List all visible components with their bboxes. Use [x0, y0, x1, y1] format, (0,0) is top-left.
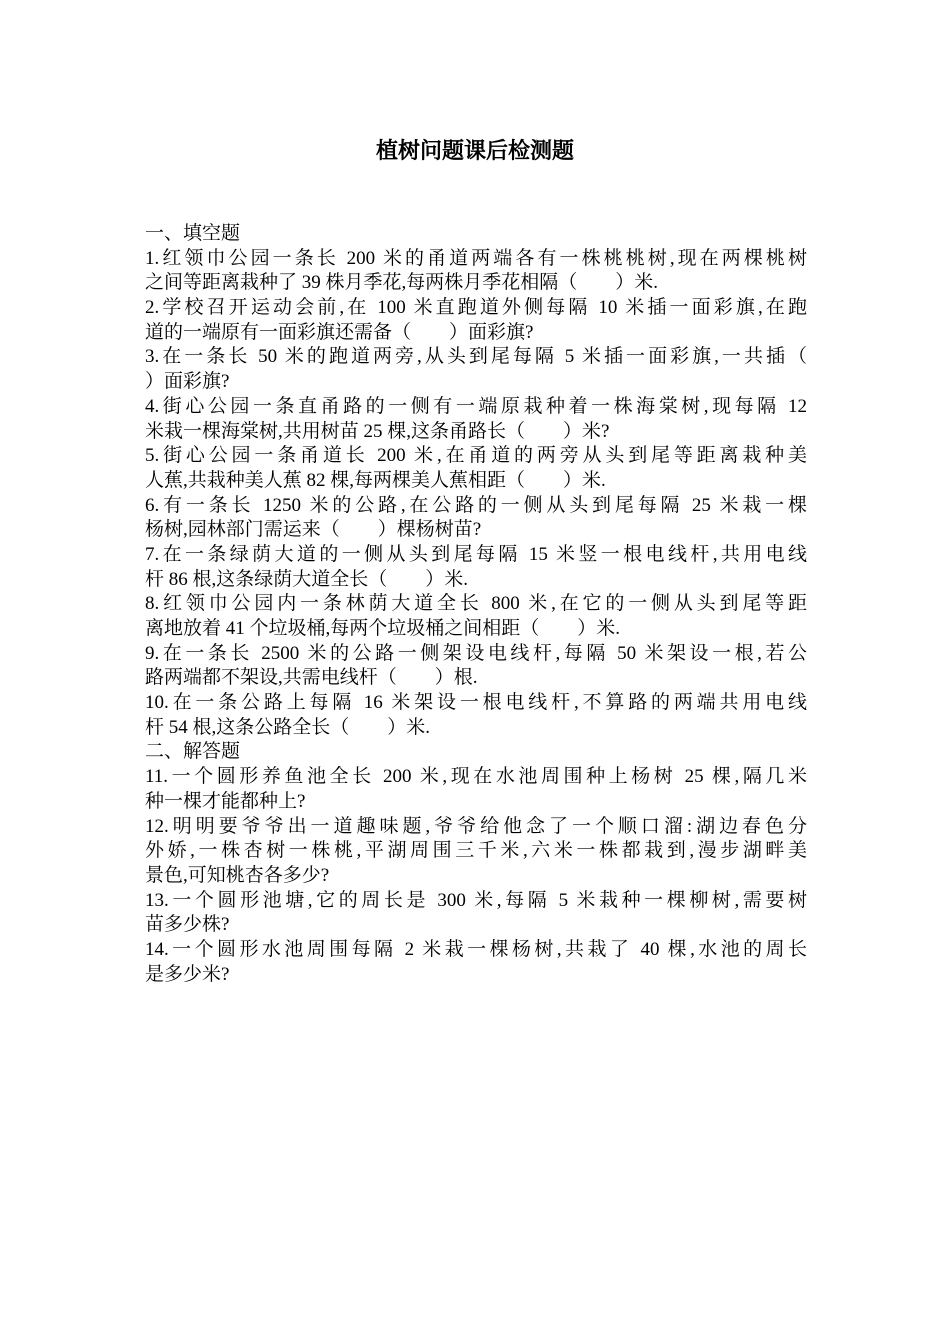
text-line: 5.街心公园一条甬道长 200 米,在甬道的两旁从头到尾等距离栽种美: [145, 445, 807, 467]
text-line: 12.明明要爷爷出一道趣味题,爷爷给他念了一个顺口溜:湖边春色分: [145, 815, 807, 837]
text-line: 米栽一棵海棠树,共用树苗 25 棵,这条甬路长（ ）米?: [145, 420, 610, 442]
text-line: 13.一个圆形池塘,它的周长是 300 米,每隔 5 米栽种一棵柳树,需要树: [145, 889, 807, 911]
text-line: 1.红领巾公园一条长 200 米的甬道两端各有一株桃桃树,现在两棵桃树: [145, 247, 807, 269]
text-line: 3.在一条长 50 米的跑道两旁,从头到尾每隔 5 米插一面彩旗,一共插（: [145, 346, 807, 368]
text-line: 11.一个圆形养鱼池全长 200 米,现在水池周围种上杨树 25 棵,隔几米: [145, 766, 807, 788]
text-line: 外娇,一株杏树一株桃,平湖周围三千米,六米一株都栽到,漫步湖畔美: [145, 840, 807, 862]
text-line: 苗多少株?: [145, 914, 230, 936]
text-line: 2.学校召开运动会前,在 100 米直跑道外侧每隔 10 米插一面彩旗,在跑: [145, 297, 807, 319]
text-line: 4.街心公园一条直甬路的一侧有一端原栽种着一株海棠树,现每隔 12: [145, 395, 807, 417]
text-line: 7.在一条绿荫大道的一侧从头到尾每隔 15 米竖一根电线杆,共用电线: [145, 543, 807, 565]
text-line: ）面彩旗?: [145, 371, 230, 393]
text-line: 杆 54 根,这条公路全长（ ）米.: [145, 716, 431, 738]
text-line: 种一棵才能都种上?: [145, 790, 306, 812]
text-line: 景色,可知桃杏各多少?: [145, 864, 330, 886]
text-line: 一、填空题: [145, 223, 241, 244]
text-line: 是多少米?: [145, 963, 230, 985]
text-line: 离地放着 41 个垃圾桶,每两个垃圾桶之间相距（ ）米.: [145, 618, 621, 639]
text-line: 8.红领巾公园内一条林荫大道全长 800 米,在它的一侧从头到尾等距: [145, 593, 807, 615]
text-line: 杨树,园林部门需运来（ ）棵杨树苗?: [145, 519, 482, 541]
text-line: 二、解答题: [145, 741, 241, 763]
text-line: 14.一个圆形水池周围每隔 2 米栽一棵杨树,共栽了 40 棵,水池的周长: [145, 938, 807, 960]
document-body: [145, 222, 807, 987]
text-line: 人蕉,共栽种美人蕉 82 棵,每两棵美人蕉相距（ ）米.: [145, 469, 606, 491]
text-line: 9.在一条长 2500 米的公路一侧架设电线杆,每隔 50 米架设一根,若公: [145, 642, 807, 664]
text-line: 道的一端原有一面彩旗还需备（ ）面彩旗?: [145, 321, 534, 343]
text-line: 杆 86 根,这条绿荫大道全长（ ）米.: [145, 568, 469, 590]
text-line: 之间等距离栽种了 39 株月季花,每两株月季花相隔（ ）米.: [145, 272, 659, 294]
text-line: 路两端都不架设,共需电线杆（ ）根.: [145, 667, 478, 689]
text-line: 6.有一条长 1250 米的公路,在公路的一侧从头到尾每隔 25 米栽一棵: [145, 494, 807, 516]
text-line: 10.在一条公路上每隔 16 米架设一根电线杆,不算路的两端共用电线: [145, 692, 807, 714]
document-title: 植树问题课后检测题: [375, 138, 574, 164]
